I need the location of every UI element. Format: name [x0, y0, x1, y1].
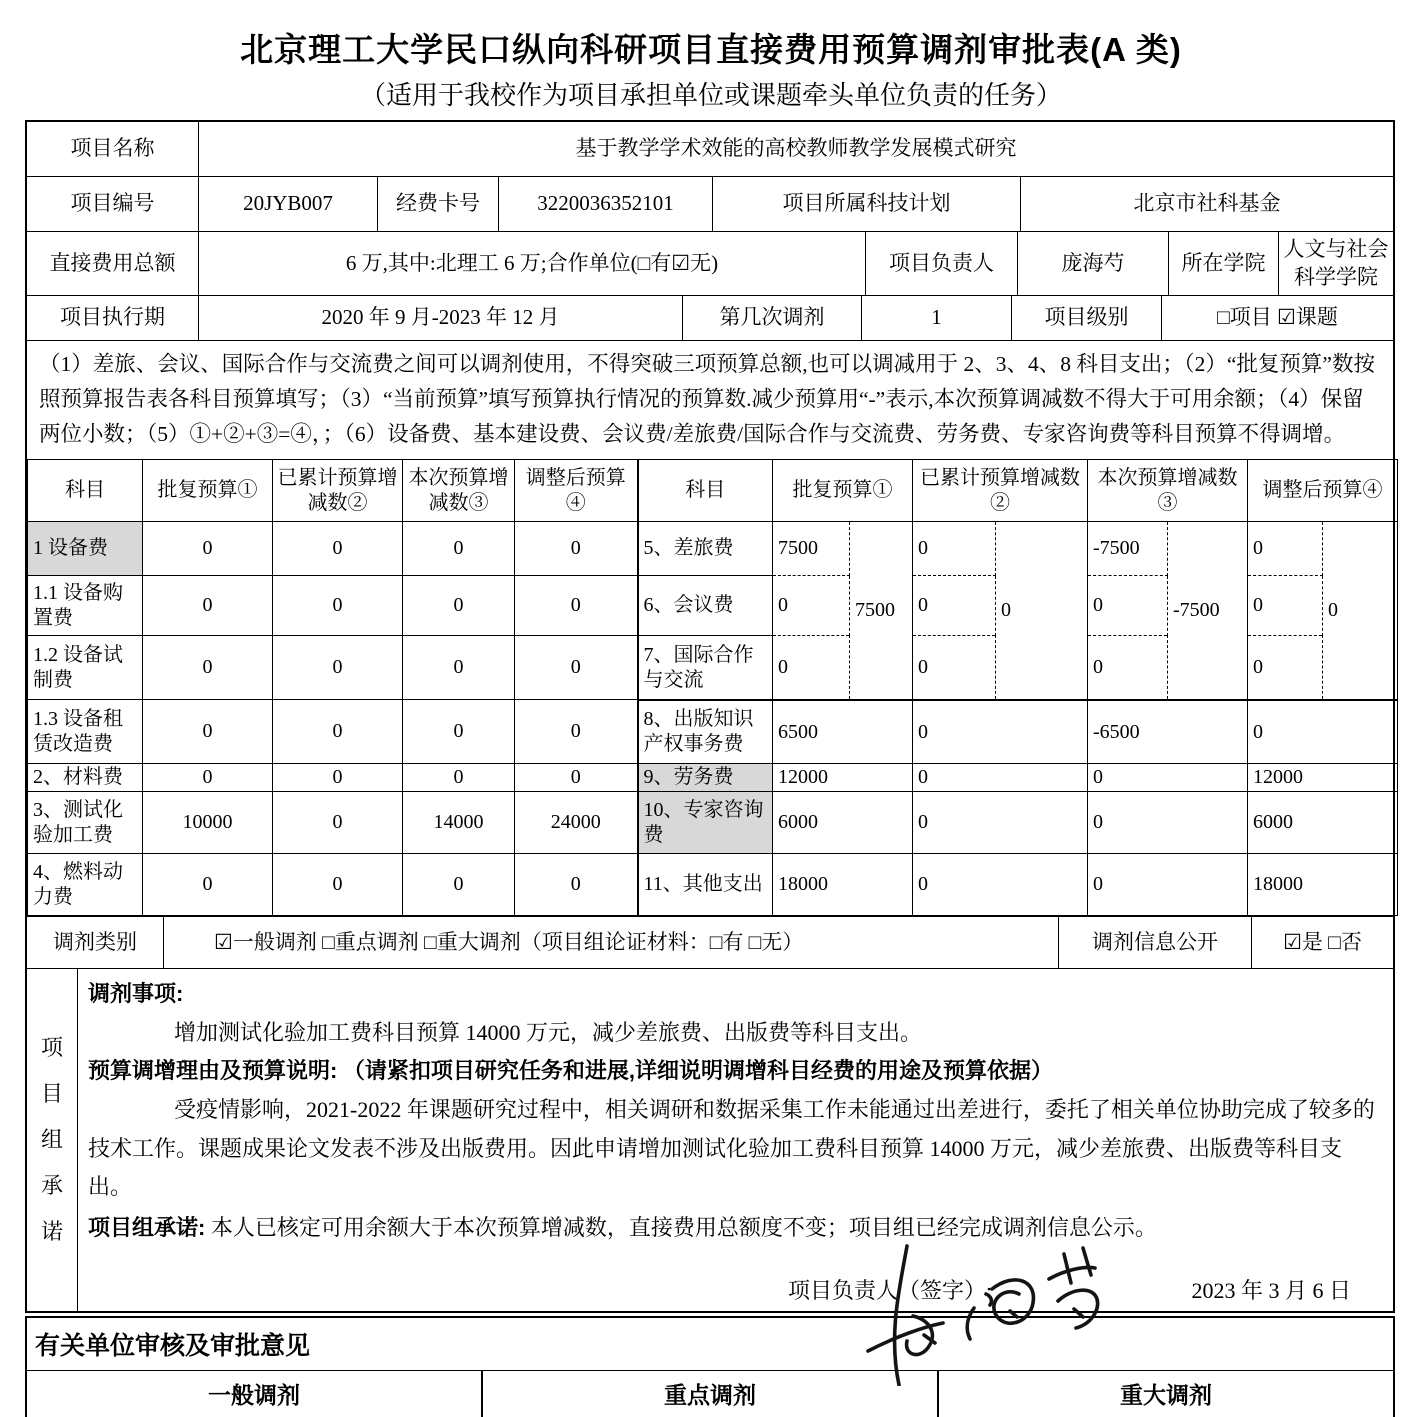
promise-label: 项目组承诺: — [88, 1214, 206, 1240]
budget-header-col1-left: 批复预算① — [143, 460, 273, 522]
budget-subject: 4、燃料动力费 — [28, 854, 143, 916]
signature-row — [88, 1248, 1381, 1311]
row-adjust-type — [27, 916, 1393, 968]
approval-heading: 有关单位审核及审批意见 — [35, 1331, 311, 1360]
budget-cell: 0 — [1088, 792, 1248, 854]
reason-text: 受疫情影响，2021-2022 年课题研究过程中，相关调研和数据采集工作未能通过出差进行，委托了相关单位协助完成了较多的技术工作。课题成果论文发表不涉及出版费用。因此申请增加测试化验加工费科目预算 14000 万元，减少差旅费、出版费等科目支出。 — [88, 1097, 1375, 1200]
budget-cell: 0 — [143, 522, 273, 576]
total-value: 6 万,其中:北理工 6 万;合作单位(□有☑无) — [198, 232, 865, 295]
period-value: 2020 年 9 月-2023 年 12 月 — [198, 296, 682, 340]
budget-header-col3-left: 本次预算增减数③ — [403, 460, 515, 522]
budget-subject: 8、出版知识产权事务费 — [638, 700, 773, 764]
budget-cell: 24000 — [515, 792, 638, 854]
approval-section — [25, 1316, 1395, 1417]
row-period — [27, 295, 1393, 340]
budget-cell: -7500 — [1088, 522, 1168, 576]
page-subtitle: （适用于我校作为项目承担单位或课题牵头单位负责的任务） — [359, 81, 1062, 110]
row-project-name — [27, 122, 1393, 176]
budget-cell: 0 — [403, 522, 515, 576]
budget-subject: 1.2 设备试制费 — [28, 636, 143, 700]
budget-header-col2-right: 已累计预算增减数② — [913, 460, 1088, 522]
project-no-label: 项目编号 — [70, 191, 155, 216]
project-name-label: 项目名称 — [70, 136, 155, 161]
budget-cell: 0 — [773, 576, 850, 636]
row-commitment — [27, 968, 1393, 1310]
budget-cell: 0 — [403, 700, 515, 764]
budget-cell: 0 — [515, 636, 638, 700]
budget-header-subject-left: 科目 — [28, 460, 143, 522]
sign-label: 项目负责人（签字）: — [788, 1277, 993, 1303]
budget-cell: 0 — [1248, 522, 1323, 576]
budget-cell: 0 — [1088, 764, 1248, 792]
budget-header-col1-right: 批复预算① — [773, 460, 913, 522]
notes-paragraph: （1）差旅、会议、国际合作与交流费之间可以调剂使用，不得突破三项预算总额,也可以调减用于 2、3、4、8 科目支出；（2）“批复预算”数按照预算报告表各科目预算填写；（3）“当前预算”填写预算执行情况的预算数.减少预算用“-”表示,本次预算调减数不得大于可用余额；（4）保留两位小数；（5）①+②+③=④，；（6）设备费、基本建设费、会议费/差旅费/国际合作与交流费、劳务费、专家咨询费等科目预算不得调增。 — [27, 340, 1393, 459]
commitment-side-label: 项目组承诺 — [40, 1034, 63, 1245]
adjust-public-label: 调剂信息公开 — [1058, 917, 1251, 968]
budget-row — [28, 700, 1398, 764]
fund-card-value: 3220036352101 — [498, 177, 712, 231]
budget-cell: 0 — [515, 576, 638, 636]
budget-cell: 0 — [773, 636, 850, 700]
budget-cell: 0 — [515, 700, 638, 764]
total-label: 直接费用总额 — [49, 250, 176, 275]
budget-cell: 0 — [403, 576, 515, 636]
matter-text: 增加测试化验加工费科目预算 14000 万元，减少差旅费、出版费等科目支出。 — [174, 1019, 923, 1045]
budget-cell: 0 — [1088, 636, 1168, 700]
budget-header-col2-left: 已累计预算增减数② — [273, 460, 403, 522]
budget-cell: 0 — [1088, 854, 1248, 916]
budget-row — [28, 522, 1398, 576]
budget-subject: 9、劳务费 — [638, 764, 773, 792]
budget-subject: 10、专家咨询费 — [638, 792, 773, 854]
budget-subject: 3、测试化验加工费 — [28, 792, 143, 854]
budget-merged-subtotal: 0 — [1323, 522, 1398, 700]
budget-subject: 2、材料费 — [28, 764, 143, 792]
budget-cell: 0 — [1248, 636, 1323, 700]
budget-subject: 11、其他支出 — [638, 854, 773, 916]
adjust-type-label: 调剂类别 — [53, 930, 137, 955]
budget-cell: 0 — [1248, 576, 1323, 636]
budget-cell: 0 — [273, 792, 403, 854]
budget-header-col3-right: 本次预算增减数③ — [1088, 460, 1248, 522]
budget-cell: 0 — [143, 576, 273, 636]
leader-label: 项目负责人 — [865, 232, 1017, 295]
budget-header-col4-right: 调整后预算④ — [1248, 460, 1398, 522]
project-name-value: 基于教学学术效能的高校教师教学发展模式研究 — [198, 122, 1393, 176]
leader-value: 庞海芍 — [1017, 232, 1168, 295]
budget-cell: 0 — [273, 522, 403, 576]
promise-text: 本人已核定可用余额大于本次预算增减数，直接费用总额度不变；项目组已经完成调剂信息公示。 — [210, 1214, 1157, 1240]
budget-cell: 6000 — [1248, 792, 1398, 854]
budget-subject: 1.3 设备租赁改造费 — [28, 700, 143, 764]
budget-cell: 0 — [273, 636, 403, 700]
budget-subject: 1 设备费 — [28, 522, 143, 576]
budget-cell: 0 — [1248, 700, 1398, 764]
program-label: 项目所属科技计划 — [712, 177, 1020, 231]
commitment-body — [77, 969, 1393, 1310]
budget-cell: 6500 — [773, 700, 913, 764]
budget-subject: 5、差旅费 — [638, 522, 773, 576]
budget-cell: 0 — [515, 854, 638, 916]
approval-col-major: 重大调剂 — [937, 1371, 1393, 1417]
budget-merged-subtotal: -7500 — [1168, 522, 1248, 700]
program-value: 北京市社科基金 — [1020, 177, 1393, 231]
adjust-type-checkboxes: ☑一般调剂 □重点调剂 □重大调剂（项目组论证材料：□有 □无） — [163, 917, 1058, 968]
budget-cell: 0 — [403, 854, 515, 916]
budget-header-row — [28, 460, 1398, 522]
budget-cell: -6500 — [1088, 700, 1248, 764]
matter-label: 调剂事项: — [88, 981, 184, 1007]
budget-cell: 0 — [913, 576, 996, 636]
row-total-cost — [27, 231, 1393, 295]
budget-subject: 1.1 设备购置费 — [28, 576, 143, 636]
budget-header-subject-right: 科目 — [638, 460, 773, 522]
adjust-public-checkboxes: ☑是 □否 — [1251, 917, 1393, 968]
budget-cell: 18000 — [1248, 854, 1398, 916]
approval-columns — [27, 1370, 1393, 1417]
budget-table — [27, 459, 1398, 916]
budget-cell: 10000 — [143, 792, 273, 854]
budget-cell: 0 — [1088, 576, 1168, 636]
reason-hint: （请紧扣项目研究任务和进展,详细说明调增科目经费的用途及预算依据） — [342, 1057, 1053, 1083]
budget-subject: 7、国际合作与交流 — [638, 636, 773, 700]
budget-cell: 0 — [273, 854, 403, 916]
budget-cell: 0 — [913, 764, 1088, 792]
budget-cell: 0 — [515, 522, 638, 576]
approval-col-key: 重点调剂 — [481, 1371, 937, 1417]
budget-merged-subtotal: 7500 — [850, 522, 913, 700]
budget-row — [28, 764, 1398, 792]
approval-col-general: 一般调剂 — [208, 1382, 300, 1409]
budget-cell: 0 — [143, 636, 273, 700]
budget-cell: 12000 — [1248, 764, 1398, 792]
budget-cell: 0 — [273, 700, 403, 764]
main-form-table — [25, 120, 1395, 1313]
budget-cell: 0 — [913, 854, 1088, 916]
budget-cell: 0 — [403, 636, 515, 700]
period-label: 项目执行期 — [60, 305, 165, 330]
sign-date: 2023 年 3 月 6 日 — [1191, 1277, 1351, 1303]
budget-cell: 18000 — [773, 854, 913, 916]
row-project-number — [27, 176, 1393, 231]
budget-cell: 6000 — [773, 792, 913, 854]
budget-subject: 6、会议费 — [638, 576, 773, 636]
fund-card-label: 经费卡号 — [377, 177, 498, 231]
times-label: 第几次调剂 — [682, 296, 861, 340]
budget-cell: 0 — [913, 700, 1088, 764]
page-title: 北京理工大学民口纵向科研项目直接费用预算调剂审批表(A 类) — [240, 31, 1182, 68]
budget-row — [28, 854, 1398, 916]
level-checkboxes: □项目 ☑课题 — [1161, 296, 1393, 340]
budget-cell: 0 — [143, 700, 273, 764]
reason-label: 预算调增理由及预算说明: — [88, 1057, 338, 1083]
budget-cell: 0 — [143, 854, 273, 916]
school-label: 所在学院 — [1168, 232, 1278, 295]
level-label: 项目级别 — [1011, 296, 1161, 340]
school-value: 人文与社会科学学院 — [1278, 232, 1393, 295]
budget-cell: 0 — [515, 764, 638, 792]
budget-merged-subtotal: 0 — [996, 522, 1088, 700]
budget-header-col4-left: 调整后预算④ — [515, 460, 638, 522]
budget-cell: 0 — [273, 576, 403, 636]
budget-cell: 14000 — [403, 792, 515, 854]
times-value: 1 — [861, 296, 1011, 340]
budget-cell: 0 — [913, 522, 996, 576]
budget-row — [28, 792, 1398, 854]
project-no-value: 20JYB007 — [198, 177, 377, 231]
budget-cell: 0 — [403, 764, 515, 792]
budget-cell: 0 — [913, 636, 996, 700]
budget-cell: 0 — [273, 764, 403, 792]
budget-cell: 0 — [143, 764, 273, 792]
budget-cell: 12000 — [773, 764, 913, 792]
budget-cell: 7500 — [773, 522, 850, 576]
budget-cell: 0 — [913, 792, 1088, 854]
